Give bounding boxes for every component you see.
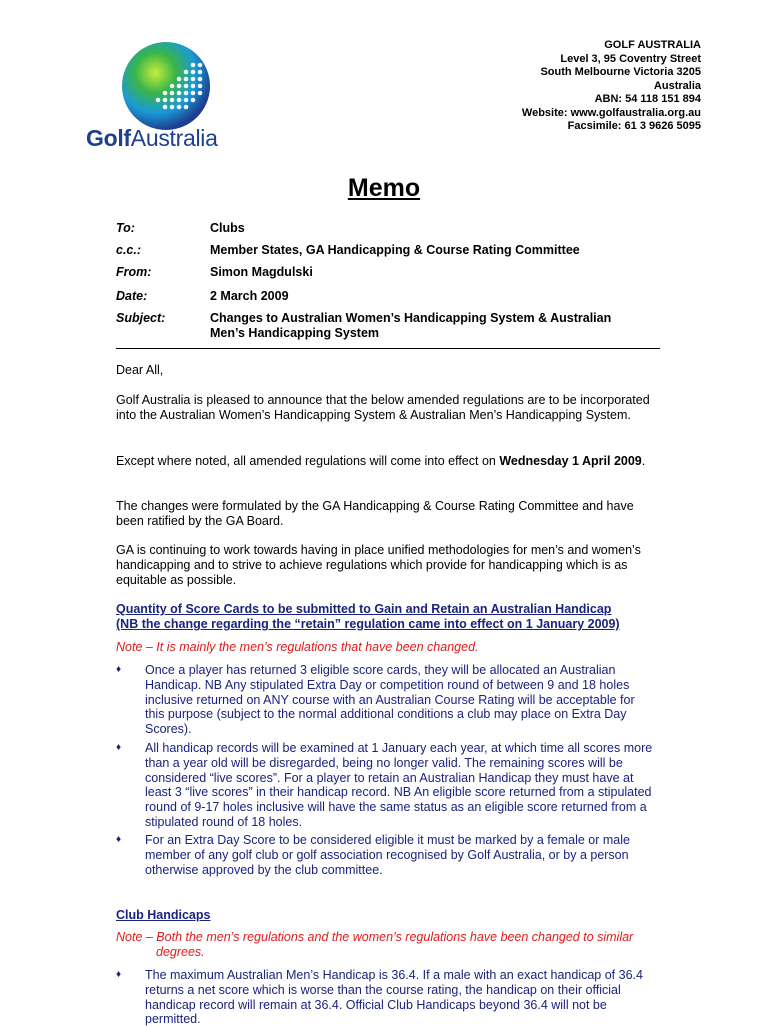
- header-date-value: 2 March 2009: [210, 289, 289, 303]
- section1-heading: [116, 602, 656, 632]
- header-to-value: Clubs: [210, 221, 245, 235]
- address-block: [522, 39, 701, 134]
- section2-note-line1: Note – Both the men’s regulations and the women’s regulations have been changed to similar: [116, 930, 634, 944]
- header-subject-label: Subject:: [116, 311, 166, 325]
- header-subject-line2: Men’s Handicapping System: [210, 326, 380, 340]
- address-street: Level 3, 95 Coventry Street: [560, 52, 701, 65]
- address-country: Australia: [653, 79, 701, 92]
- header-cc-value: Member States, GA Handicapping & Course Rating Committee: [210, 243, 580, 257]
- address-city: South Melbourne Victoria 3205: [540, 66, 701, 78]
- header-cc-label: c.c.:: [116, 243, 142, 257]
- para-formulated: The changes were formulated by the GA Handicapping & Course Rating Committee and have been ratified by the GA Board.: [116, 499, 634, 528]
- section1-note: [116, 640, 656, 655]
- header-divider: [116, 348, 660, 349]
- diamond-bullet-icon: ♦: [116, 742, 122, 753]
- logo-word-australia: Australia: [130, 125, 218, 151]
- para-effective-end: .: [641, 454, 646, 468]
- section1-heading-line1: Quantity of Score Cards to be submitted to Gain and Retain an Australian Handicap: [116, 602, 612, 616]
- section1-bullet-2-text: All handicap records will be examined at 1 January each year, at which time all scores more than a year old will be disregarded, being no longer valid. The remaining scores will be considered “live scores”. For a player to retain an Australian Handicap they must have at least 3 “live scores” in their handicap record. NB An eligible score returned from a stipulated round of 9-17 holes inclusive will have the same status as an eligible score returned from a stipulated round of 18 holes.: [145, 741, 653, 829]
- effective-date: Wednesday 1 April 2009: [499, 454, 642, 468]
- memo-title: Memo: [347, 174, 421, 202]
- section1-bullet-3-text: For an Extra Day Score to be considered eligible it must be marked by a female or male member of any golf club or golf association recognised by Golf Australia, or by a person otherwise approved by the club committee.: [145, 833, 630, 877]
- para-unified: GA is continuing to work towards having in place unified methodologies for men’s and women’s handicapping and to strive to achieve regulations which provide for handicapping which is as equitable as possible.: [116, 543, 641, 587]
- section1-heading-line2: (NB the change regarding the “retain” regulation came into effect on 1 January 2009): [116, 617, 620, 631]
- diamond-bullet-icon: ♦: [116, 664, 122, 675]
- diamond-bullet-icon: ♦: [116, 969, 122, 980]
- section1-bullet-1-text: Once a player has returned 3 eligible score cards, they will be allocated an Australian Handicap. NB Any stipulated Extra Day or competition round of between 9 and 18 holes inclusive returned on ANY course with an Australian Course Rating will be acceptable for this purpose (subject to the normal additional conditions a club may place on Extra Day Scores).: [145, 663, 635, 737]
- section2-note-line2: degrees.: [156, 945, 205, 959]
- para-effective-date: [116, 454, 656, 469]
- header-from-value: Simon Magdulski: [210, 265, 313, 279]
- header-subject-line1: Changes to Australian Women’s Handicapping System & Australian: [210, 311, 612, 325]
- para-intro: Golf Australia is pleased to announce that the below amended regulations are to be incorporated into the Australian Women’s Handicapping System & Australian Men’s Handicapping System.: [116, 393, 650, 422]
- header-to-label: To:: [116, 221, 135, 235]
- address-abn: ABN: 54 118 151 894: [594, 93, 701, 105]
- header-from-label: From:: [116, 265, 152, 279]
- header-subject-value: [210, 311, 650, 341]
- section2-heading: Club Handicaps: [116, 908, 211, 922]
- para-effective-start: Except where noted, all amended regulations will come into effect on: [116, 454, 500, 468]
- address-org: GOLF AUSTRALIA: [604, 39, 701, 51]
- section2-note: [116, 930, 656, 960]
- section1-note-text: Note – It is mainly the men’s regulations that have been changed.: [116, 640, 479, 654]
- address-fax: Facsimile: 61 3 9626 5095: [567, 120, 701, 132]
- greeting: Dear All,: [116, 363, 164, 377]
- logo-wordmark: [86, 125, 218, 152]
- logo-word-golf: Golf: [86, 125, 131, 151]
- diamond-bullet-icon: ♦: [116, 834, 122, 845]
- header-date-label: Date:: [116, 289, 148, 303]
- section2-bullet-1-text: The maximum Australian Men’s Handicap is 36.4. If a male with an exact handicap of 36.4 returns a net score which is worse than the course rating, the handicap on their official handicap record will remain at 36.4. Official Club Handicaps beyond 36.4 will not be permitted.: [145, 968, 643, 1027]
- address-website: Website: www.golfaustralia.org.au: [521, 106, 701, 119]
